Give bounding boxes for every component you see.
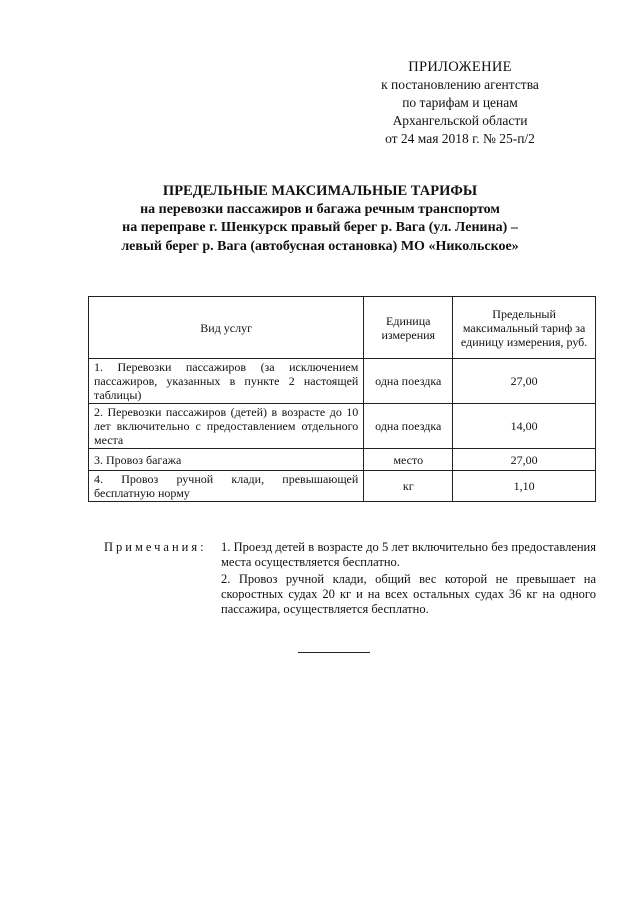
cell-price: 27,00 [453,449,596,471]
table-header-row [89,297,596,359]
cell-price: 14,00 [453,404,596,449]
cell-service: 3. Провоз багажа [89,449,364,471]
appendix-title: ПРИЛОЖЕНИЕ [408,59,512,75]
appendix-line: к постановлению агентства [381,77,539,92]
notes-list [221,540,596,619]
table-row [89,359,596,404]
heading-line: на переправе г. Шенкурск правый берег р. Вага (ул. Ленина) – [122,220,518,235]
cell-unit: одна поездка [364,359,453,404]
cell-unit: место [364,449,453,471]
heading-line: левый берег р. Вага (автобусная остановка) МО «Никольское» [121,238,519,254]
note-item: 2. Провоз ручной клади, общий вес которой не превышает на скоростных судах 20 кг и на всех остальных судах 36 кг на одного пассажира, осуществляется бесплатно. [221,572,596,616]
cell-service: 4. Провоз ручной клади, превышающей бесплатную норму [89,471,364,502]
appendix-block [350,58,570,148]
document-heading [60,182,580,256]
cell-unit: одна поездка [364,404,453,449]
cell-service: 2. Перевозки пассажиров (детей) в возрасте до 10 лет включительно с предоставлением отдельного места [89,404,364,449]
header-service: Вид услуг [89,297,364,359]
cell-unit: кг [364,471,453,502]
tariffs-table [88,296,596,502]
table-row [89,404,596,449]
cell-price: 27,00 [453,359,596,404]
closing-divider [298,652,370,653]
appendix-line: Архангельской области [392,113,528,128]
header-tariff: Предельный максимальный тариф за единицу измерения, руб. [453,297,596,359]
appendix-date-line: от 24 мая 2018 г. № 25-п/2 [385,131,535,146]
note-item: 1. Проезд детей в возрасте до 5 лет включительно без предоставления места осуществляется бесплатно. [221,540,596,569]
cell-price: 1,10 [453,471,596,502]
heading-line: на перевозки пассажиров и багажа речным транспортом [140,201,500,217]
table-row [89,449,596,471]
header-unit: Единица измерения [364,297,453,359]
notes-label: Примечания: [104,540,207,554]
table-row [89,471,596,502]
cell-service: 1. Перевозки пассажиров (за исключением пассажиров, указанных в пункте 2 настоящей таблицы) [89,359,364,404]
appendix-line: по тарифам и ценам [402,95,518,110]
document-title: ПРЕДЕЛЬНЫЕ МАКСИМАЛЬНЫЕ ТАРИФЫ [162,183,478,199]
